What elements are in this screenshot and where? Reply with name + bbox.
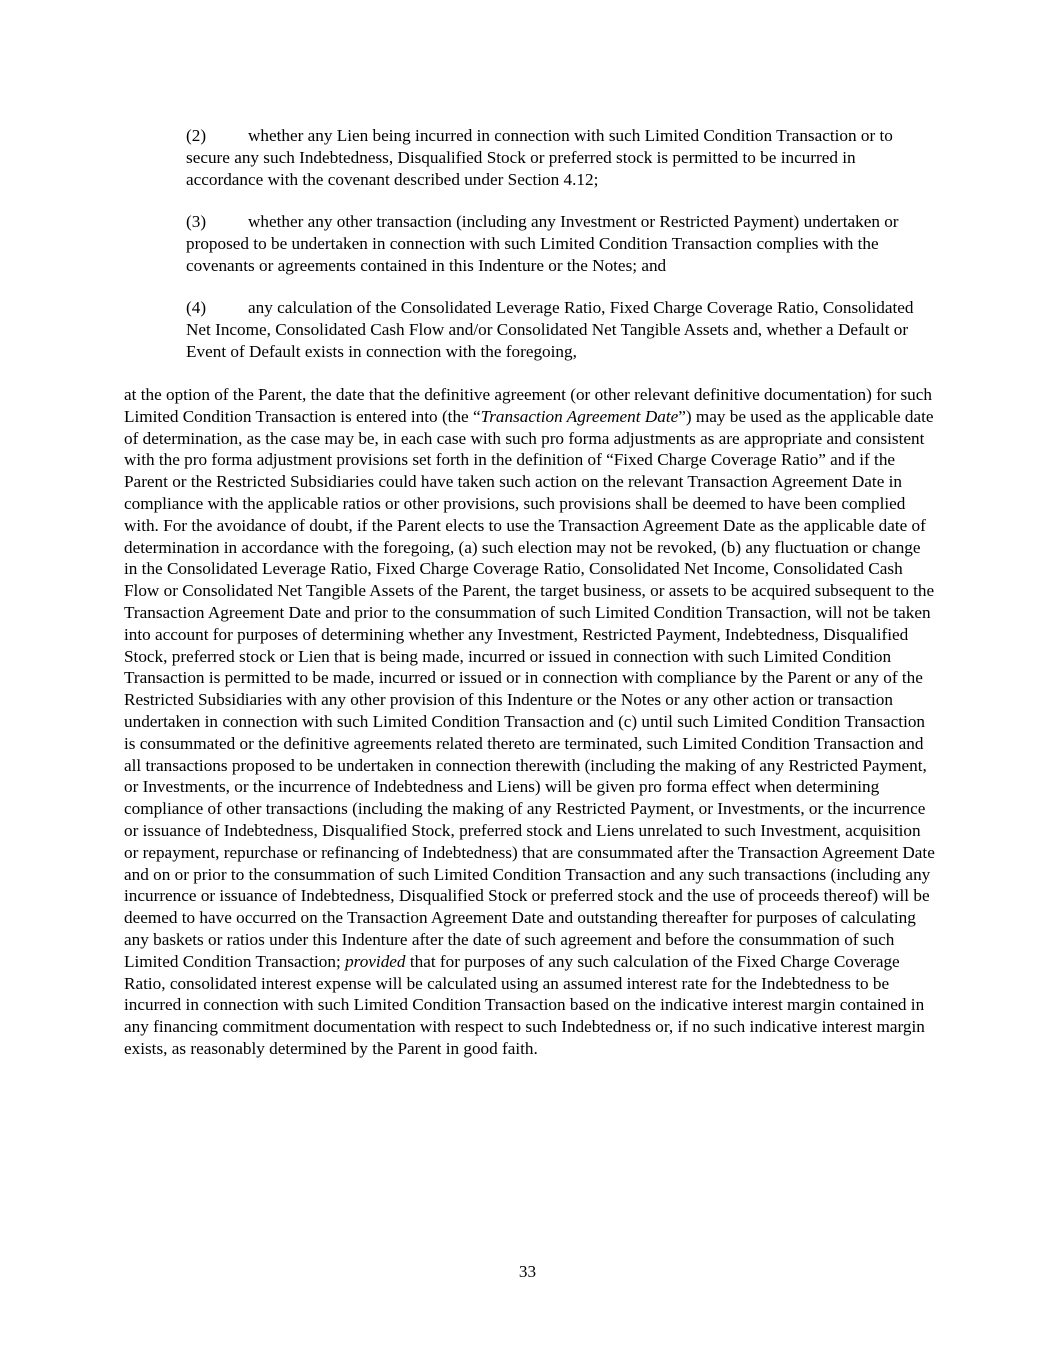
clause-text: whether any other transaction (including any Investment or Restricted Payment) undertaken or proposed to be undertaken in connection with such Limited Condition Transaction complies with the covenants or agreements contained in this Indenture or the Notes; and	[186, 212, 899, 275]
clause-4	[186, 297, 936, 362]
clause-3	[186, 211, 936, 276]
defined-term: Transaction Agreement Date	[480, 406, 679, 426]
clause-2	[186, 125, 936, 190]
main-paragraph-text: ”) may be used as the applicable date of determination, as the case may be, in each case with such pro forma adjustments as are appropriate and consistent with the pro forma adjustment provisions set forth in the definition of “Fixed Charge Coverage Ratio” and if the Parent or the Restricted Subsidiaries could have taken such action on the relevant Transaction Agreement Date in compliance with the applicable ratios or other provisions, such provisions shall be deemed to have been complied with. For the avoidance of doubt, if the Parent elects to use the Transaction Agreement Date as the applicable date of determination in accordance with the foregoing, (a) such election may not be revoked, (b) any fluctuation or change in the Consolidated Leverage Ratio, Fixed Charge Coverage Ratio, Consolidated Net Income, Consolidated Cash Flow or Consolidated Net Tangible Assets of the Parent, the target business, or assets to be acquired subsequent to the Transaction Agreement Date and prior to the consummation of such Limited Condition Transaction, will not be taken into account for purposes of determining whether any Investment, Restricted Payment, Indebtedness, Disqualified Stock, preferred stock or Lien that is being made, incurred or issued in connection with such Limited Condition Transaction is permitted to be made, incurred or issued or in connection with compliance by the Parent or any of the Restricted Subsidiaries with any other provision of this Indenture or the Notes or any other action or transaction undertaken in connection with such Limited Condition Transaction and (c) until such Limited Condition Transaction is consummated or the definitive agreements related thereto are terminated, such Limited Condition Transaction and all transactions proposed to be undertaken in connection therewith (including the making of any Restricted Payment, or Investments, or the incurrence of Indebtedness and Liens) will be given pro forma effect when determining compliance of other transactions (including the making of any Restricted Payment, or Investments, or the incurrence or issuance of Indebtedness, Disqualified Stock, preferred stock and Liens unrelated to such Investment, acquisition or repayment, repurchase or refinancing of Indebtedness) that are consummated after the Transaction Agreement Date and on or prior to the consummation of such Limited Condition Transaction and any such transactions (including any incurrence or issuance of Indebtedness, Disqualified Stock or preferred stock and the use of proceeds thereof) will be deemed to have occurred on the Transaction Agreement Date and outstanding thereafter for purposes of calculating any baskets or ratios under this Indenture after the date of such agreement and before the consummation of such Limited Condition Transaction;	[124, 406, 935, 971]
clause-text: whether any Lien being incurred in connection with such Limited Condition Transaction or to secure any such Indebtedness, Disqualified Stock or preferred stock is permitted to be incurred in accordance with the covenant described under Section 4.12;	[186, 126, 893, 189]
clause-text: any calculation of the Consolidated Leverage Ratio, Fixed Charge Coverage Ratio, Consolidated Net Income, Consolidated Cash Flow and/or Consolidated Net Tangible Assets and, whether a Default or Event of Default exists in connection with the foregoing,	[186, 298, 914, 361]
clause-number: (4)	[186, 298, 207, 317]
proviso-term: provided	[345, 951, 406, 971]
clause-number: (2)	[186, 126, 207, 145]
clause-number: (3)	[186, 212, 207, 231]
page-number: 33	[518, 1262, 537, 1281]
main-paragraph-text: at the option of the Parent, the date that the definitive agreement (or other relevant definitive documentation) for such Limited Condition Transaction is entered into (the “	[124, 385, 932, 426]
main-paragraph-text: that for purposes of any such calculation of the Fixed Charge Coverage Ratio, consolidated interest expense will be calculated using an assumed interest rate for the Indebtedness to be incurred in connection with such Limited Condition Transaction based on the indicative interest margin contained in any financing commitment documentation with respect to such Indebtedness or, if no such indicative interest margin exists, as reasonably determined by the Parent in good faith.	[124, 951, 925, 1058]
main-paragraph	[124, 384, 936, 1060]
